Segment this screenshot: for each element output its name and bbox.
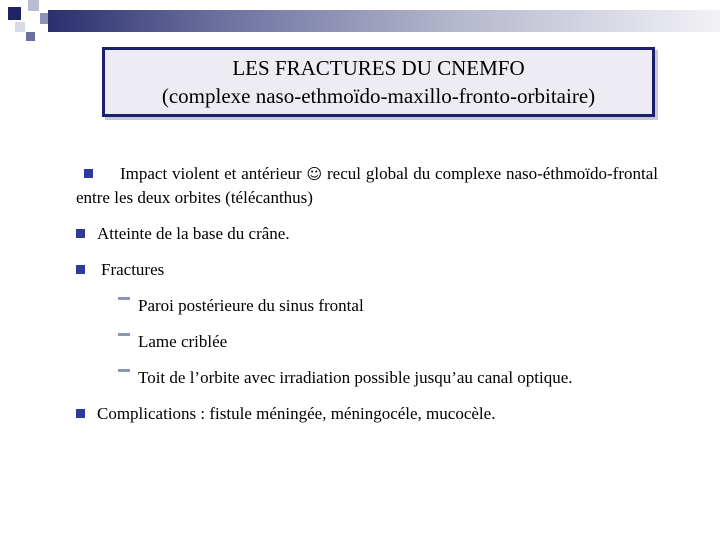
deco-square-2 (28, 0, 39, 11)
bullet-square-icon (76, 229, 85, 238)
dash-bullet-icon (118, 333, 130, 337)
deco-square-4 (15, 22, 25, 32)
dash-bullet-icon (118, 369, 130, 373)
deco-square-1 (8, 7, 21, 20)
bullet-base-crane: Atteinte de la base du crâne. (76, 222, 290, 246)
sub-item-lame: Lame criblée (118, 330, 227, 354)
dash-bullet-icon (118, 297, 130, 301)
bullet-square-icon (84, 169, 93, 178)
title-box (102, 47, 655, 117)
bullet-impact: Impact violent et antérieur ☺ recul global du complexe naso-éthmoïdo-frontal entre les deux orbites (télécanthus) (76, 164, 659, 207)
top-gradient-bar (48, 10, 720, 32)
title-line-1: LES FRACTURES DU CNEMFO (232, 56, 525, 80)
smiley-icon: ☺ (306, 165, 323, 183)
title-line-2: (complexe naso-ethmoïdo-maxillo-fronto-orbitaire) (161, 84, 596, 108)
bullet-square-icon (76, 265, 85, 274)
sub-item-paroi: Paroi postérieure du sinus frontal (118, 294, 364, 318)
bullet-square-icon (76, 409, 85, 418)
sub-item-toit: Toit de l’orbite avec irradiation possible jusqu’au canal optique. (118, 366, 573, 390)
deco-square-5 (26, 32, 35, 41)
bullet-fractures: Fractures (76, 258, 164, 282)
bullet-complications: Complications : fistule méningée, méningocéle, mucocèle. (76, 402, 495, 426)
